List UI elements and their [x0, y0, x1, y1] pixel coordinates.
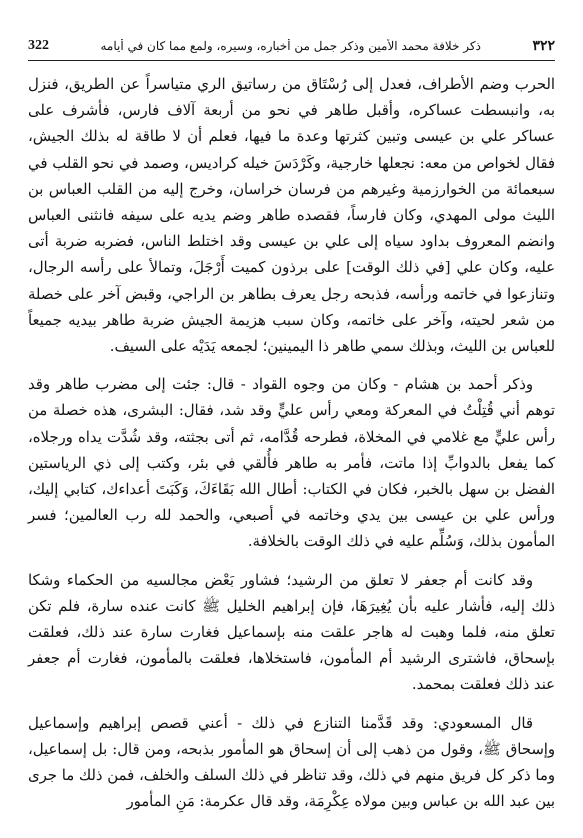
paragraph-3: وقد كانت أم جعفر لا تعلق من الرشيد؛ فشاور بَعْض مجالسيه من الحكماء وشكا ذلك إليه، فأشار عليه بأن يُغِيرَهَا، فإن إبراهيم الخليل ﷺ كانت عنده سارة، فلم تكن تعلق منه، فلما وهبت له هاجر علقت منه بإسماعيل فغارت سارة عند ذلك، فعلقت بإسحاق، فاشترى الرشيد أم المأمون، فاستخلاها، فعلقت بالمأمون، فغارت أم جعفر عند ذلك فعلقت بمحمد.	[28, 571, 555, 694]
page-number-latin: 322	[28, 38, 49, 53]
paragraph-2: وذكر أحمد بن هشام - وكان من وجوه القواد - قال: جئت إلى مضرب طاهر وقد توهم أني قُتِلْتُ في المعركة ومعي رأس عليٍّ وقد شد، فقال: البشرى، هذه خصلة من رأس عليٍّ مع غلامي في المخلاة، فطرحه قُدَّامه، ثم أتى بجثته، وقد شُدَّت يداه ورجلاه، كما يفعل بالدوابِّ إذا ماتت، فأمر به طاهر فأُلقي في بئر، وكتب إلى ذي الرياستين الفضل بن سهل بالخبر، فكان في الكتاب: أطال الله بَقَاءَكَ، وَكَبَتَ أعداءك، كتابي إليك، ورأس علي بن عيسى بين يدي وخاتمه في أصبعي، والحمد لله رب العالمين؛ فسر المأمون بذلك، وَسُلِّم عليه في ذلك الوقت بالخلافة.	[28, 376, 555, 551]
paragraph-1: الحرب وضم الأطراف، فعدل إلى رُسْتَاق من رساتيق الري متياسراً عن الطريق، فنزل به، وانبسطت عساكره، وأقبل طاهر في نحو من أربعة آلاف فارس، فأشرف على عساكر علي بن عيسى وتبين كثرتها وعدة ما فيها، فعلم أن لا طاقة له بذلك الجيش، فقال لخواص من معه: نجعلها خارجية، وكَرْدَسَ خيله كراديس، وصمد في نحو القلب في سبعمائة من الخوارزمية وغيرهم من فرسان خراسان، وخرج إليه من القلب العباس بن الليث مولى المهدي، وكان فارساً، فقصده طاهر وضم يديه على سيفه فانثنى العباس وانضم المعروف بداود سياه إلى علي بن عيسى وقد اختلط الناس، فضربه ضربة أتى عليه، وكان علي [في ذلك الوقت] على برذون كميت أَرْجَلَ، وتمالأ على رأسه الرجال، وتنازعوا في خاتمه ورأسه، فذبحه رجل يعرف بطاهر بن الراجي، وقبض آخر على خصلة من شعر لحيته، وآخر على خاتمه، وكان سبب هزيمة الجيش ضربة طاهر بيديه جميعاً للعباس بن الليث، وبذلك سمي طاهر ذا اليمينين؛ لجمعه يَدَيْه على السيف.	[28, 76, 555, 356]
running-title: ذكر خلافة محمد الأمين وذكر جمل من أخباره، وسيره، ولمع مما كان في أيامه	[100, 39, 481, 53]
page-body	[28, 72, 555, 815]
paragraph-4: قال المسعودي: وقد قَدَّمنا التنازع في ذلك - أعني قصص إبراهيم وإسماعيل وإسحاق ﷺ، وقول من ذهب إلى أن إسحاق هو المأمور بذبحه، ومن قال: بل إسماعيل، وما ذكر كل فريق منهم في ذلك، وقد تناظر في ذلك السلف والخلف، فمن ذلك ما جرى بين عبد الله بن عباس وبين مولاه عِكْرِمَة، وقد قال عكرمة: مَنِ المأمور	[28, 714, 555, 811]
page-number-arabic: ٣٢٢	[532, 38, 555, 54]
page-header	[28, 32, 555, 61]
